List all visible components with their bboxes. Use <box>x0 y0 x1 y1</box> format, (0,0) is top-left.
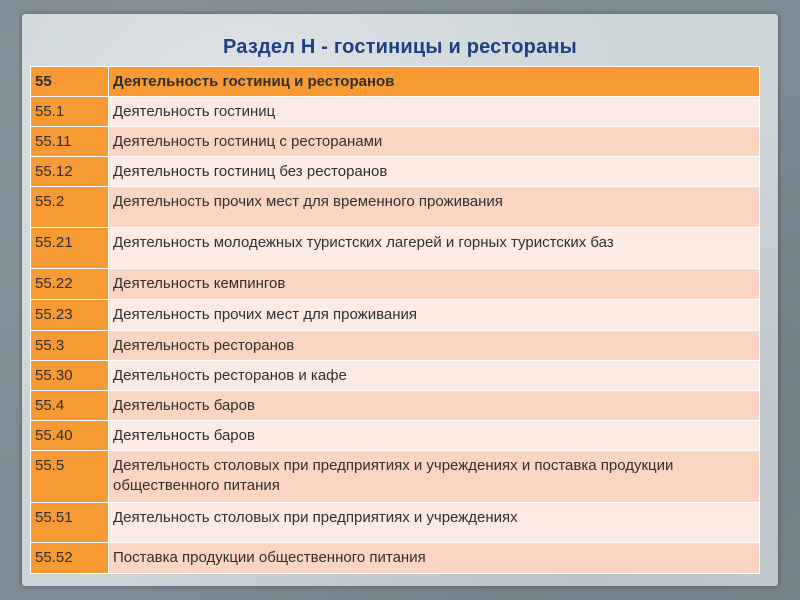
description-cell: Деятельность прочих мест для проживания <box>109 300 760 331</box>
page-title: Раздел Н - гостиницы и рестораны <box>223 36 577 58</box>
description-cell: Деятельность кемпингов <box>109 269 760 300</box>
description-cell: Деятельность столовых при предприятиях и учреждениях и поставка продукции общественного питания <box>109 451 760 503</box>
table-row <box>31 187 760 228</box>
table-row <box>31 421 760 451</box>
description-cell: Деятельность гостиниц с ресторанами <box>109 127 760 157</box>
code-cell: 55.21 <box>31 228 109 269</box>
table-row <box>31 97 760 127</box>
code-cell: 55.23 <box>31 300 109 331</box>
table-row <box>31 543 760 574</box>
code-cell: 55.30 <box>31 361 109 391</box>
code-cell: 55.1 <box>31 97 109 127</box>
description-cell: Деятельность молодежных туристских лагерей и горных туристских баз <box>109 228 760 269</box>
table-row <box>31 361 760 391</box>
description-cell: Деятельность ресторанов и кафе <box>109 361 760 391</box>
code-cell: 55.3 <box>31 331 109 361</box>
description-cell: Деятельность ресторанов <box>109 331 760 361</box>
table-row <box>31 451 760 503</box>
code-cell: 55.52 <box>31 543 109 574</box>
table-row <box>31 269 760 300</box>
code-cell: 55.4 <box>31 391 109 421</box>
description-cell: Деятельность баров <box>109 421 760 451</box>
description-cell: Деятельность столовых при предприятиях и учреждениях <box>109 503 760 543</box>
code-cell: 55.11 <box>31 127 109 157</box>
code-cell: 55.5 <box>31 451 109 503</box>
header-description-cell: Деятельность гостиниц и ресторанов <box>109 67 760 97</box>
code-cell: 55.22 <box>31 269 109 300</box>
code-cell: 55.12 <box>31 157 109 187</box>
table-header-row <box>31 67 760 97</box>
table-row <box>31 228 760 269</box>
header-code-cell: 55 <box>31 67 109 97</box>
table-row <box>31 127 760 157</box>
description-cell: Поставка продукции общественного питания <box>109 543 760 574</box>
description-cell: Деятельность гостиниц <box>109 97 760 127</box>
table-row <box>31 300 760 331</box>
description-cell: Деятельность баров <box>109 391 760 421</box>
description-cell: Деятельность гостиниц без ресторанов <box>109 157 760 187</box>
code-cell: 55.2 <box>31 187 109 228</box>
classification-table <box>30 66 760 574</box>
table-row <box>31 391 760 421</box>
code-cell: 55.40 <box>31 421 109 451</box>
table-row <box>31 157 760 187</box>
description-cell: Деятельность прочих мест для временного проживания <box>109 187 760 228</box>
table-row <box>31 503 760 543</box>
table-row <box>31 331 760 361</box>
code-cell: 55.51 <box>31 503 109 543</box>
